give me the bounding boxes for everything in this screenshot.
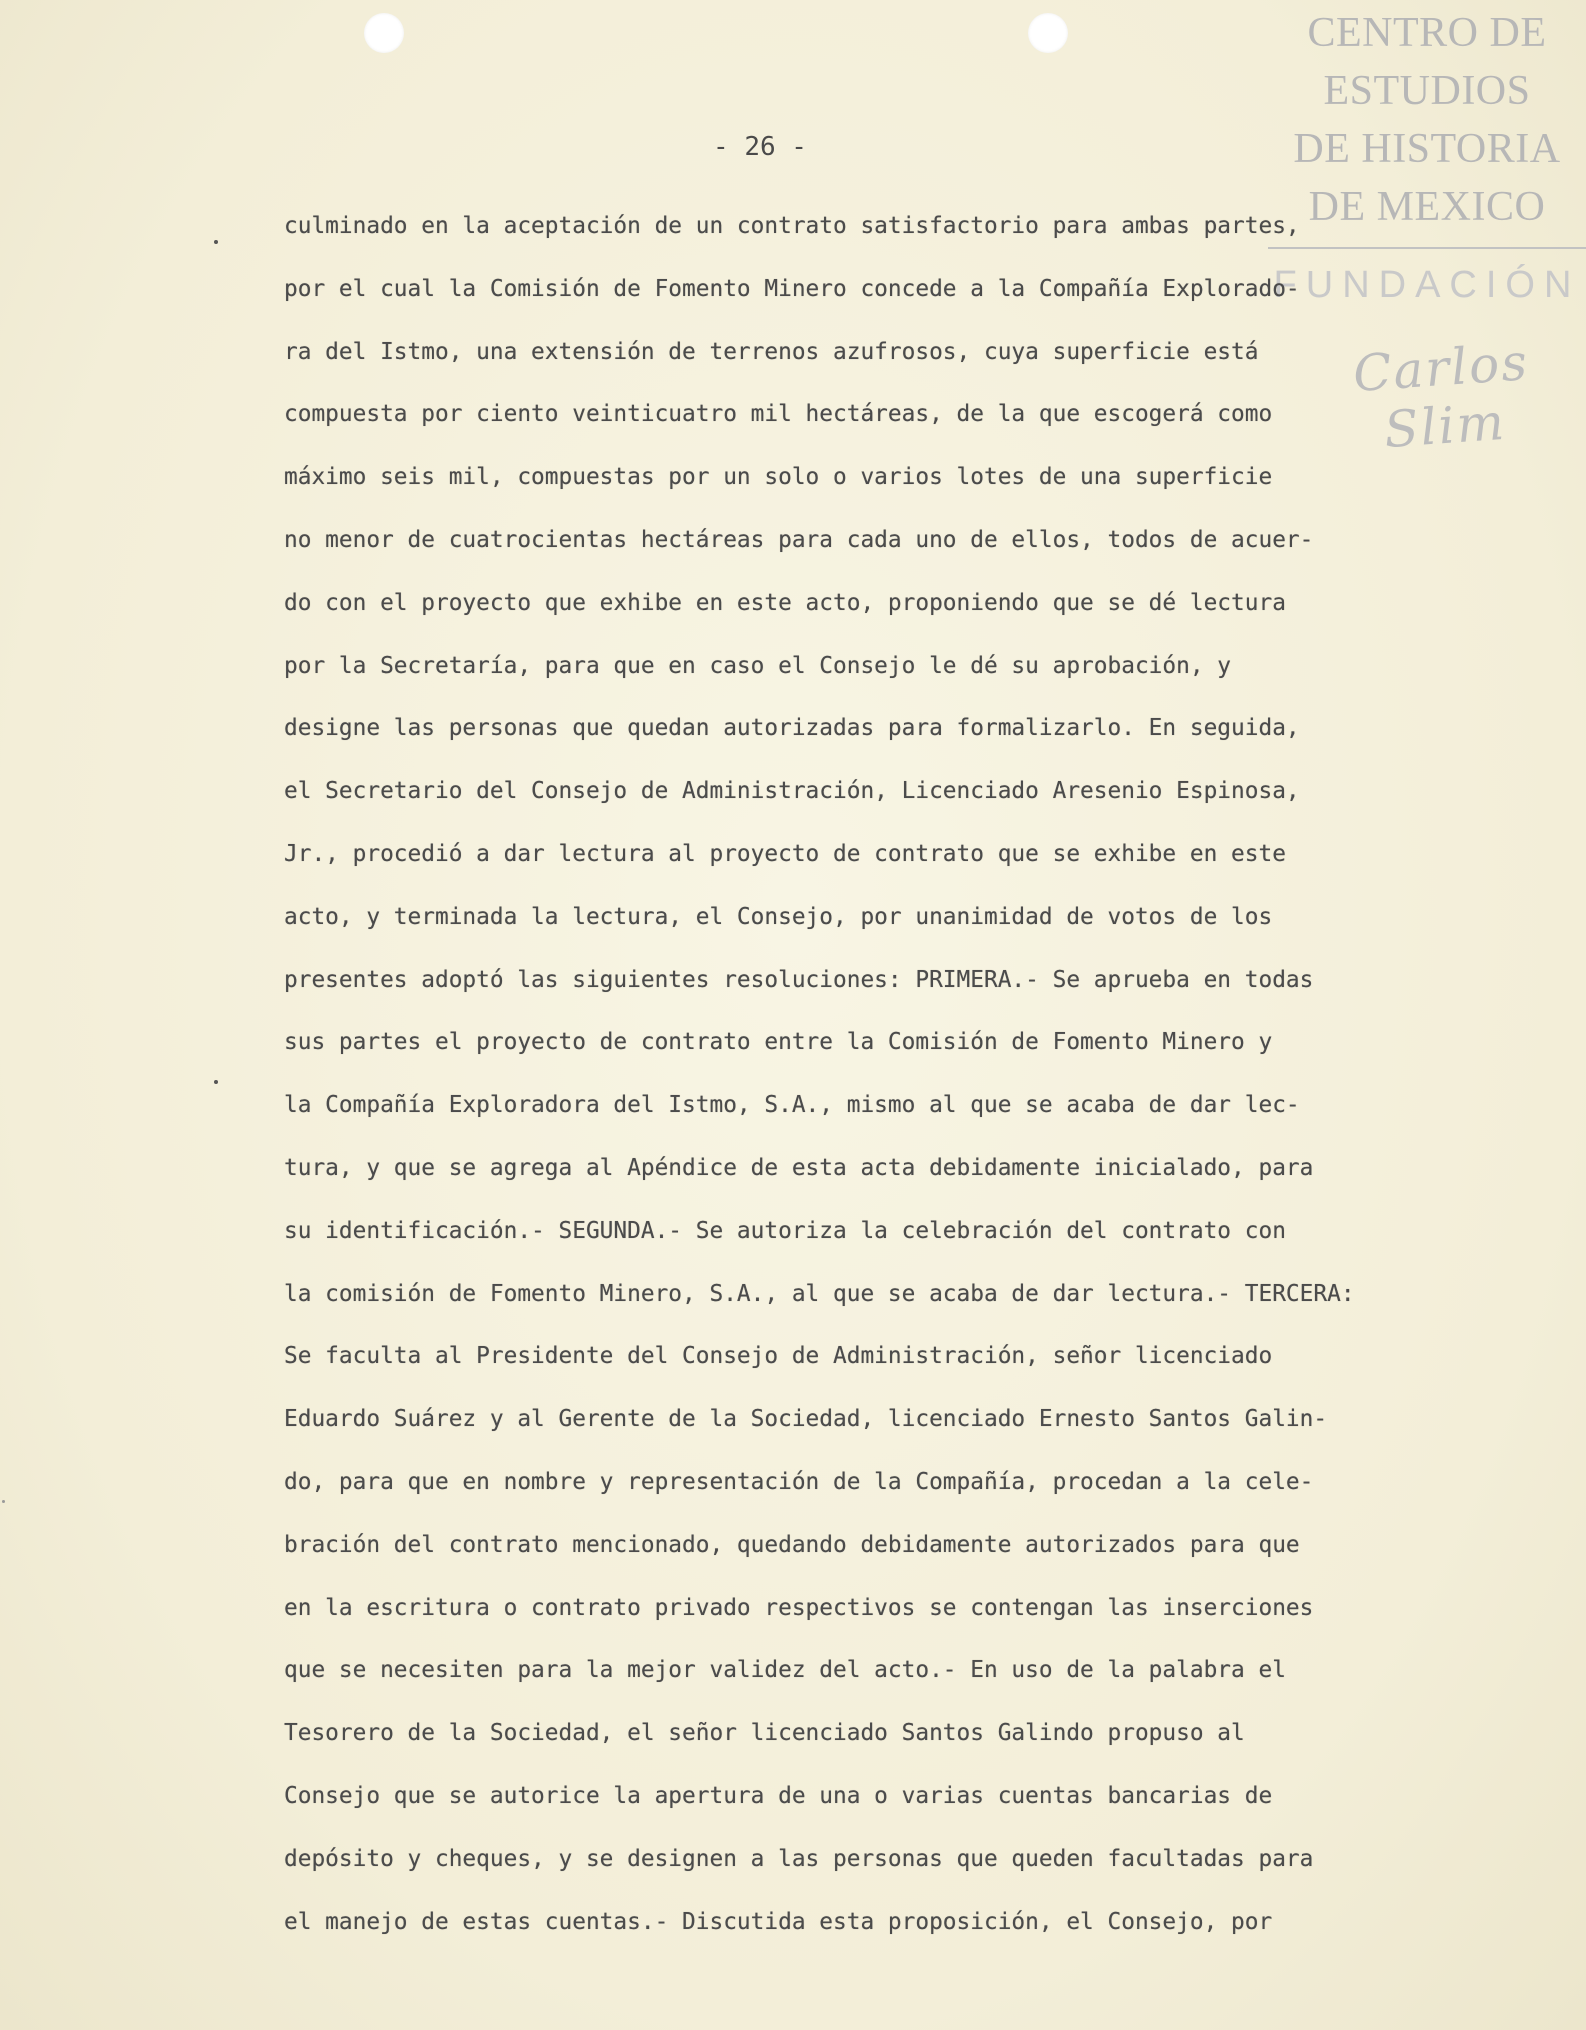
text-line: Se faculta al Presidente del Consejo de Administración, señor licenciado <box>284 1343 1273 1370</box>
text-line: do con el proyecto que exhibe en este acto, proponiendo que se dé lectura <box>284 589 1286 616</box>
text-line: acto, y terminada la lectura, el Consejo, por unanimidad de votos de los <box>284 903 1273 930</box>
text-line: Jr., procedió a dar lectura al proyecto de contrato que se exhibe en este <box>284 840 1286 867</box>
punch-hole <box>364 13 404 53</box>
text-line: designe las personas que quedan autorizadas para formalizarlo. En seguida, <box>284 715 1300 742</box>
text-line: su identificación.- SEGUNDA.- Se autoriza la celebración del contrato con <box>284 1217 1286 1244</box>
text-line: la comisión de Fomento Minero, S.A., al que se acaba de dar lectura.- TERCERA: <box>284 1280 1355 1307</box>
ink-speck <box>214 1080 218 1084</box>
page-number: - 26 - <box>713 132 807 162</box>
text-line: Consejo que se autorice la apertura de una o varias cuentas bancarias de <box>284 1782 1273 1809</box>
text-line: do, para que en nombre y representación de la Compañía, procedan a la cele- <box>284 1468 1314 1495</box>
text-line: compuesta por ciento veinticuatro mil hectáreas, de la que escogerá como <box>284 401 1273 428</box>
text-line: máximo seis mil, compuestas por un solo o varios lotes de una superficie <box>284 464 1273 491</box>
text-line: el Secretario del Consejo de Administración, Licenciado Aresenio Espinosa, <box>284 778 1300 805</box>
text-line: por el cual la Comisión de Fomento Minero concede a la Compañía Explorado- <box>284 275 1300 302</box>
watermark-line: ESTUDIOS <box>1323 68 1531 114</box>
ink-speck <box>214 240 218 244</box>
text-line: Eduardo Suárez y al Gerente de la Sociedad, licenciado Ernesto Santos Galin- <box>284 1406 1328 1433</box>
text-line: depósito y cheques, y se designen a las personas que queden facultadas para <box>284 1845 1314 1872</box>
text-line: no menor de cuatrocientas hectáreas para cada uno de ellos, todos de acuer- <box>284 526 1314 553</box>
text-line: el manejo de estas cuentas.- Discutida esta proposición, el Consejo, por <box>284 1908 1273 1935</box>
punch-hole <box>1028 13 1068 53</box>
text-line: presentes adoptó las siguientes resoluciones: PRIMERA.- Se aprueba en todas <box>284 966 1314 993</box>
watermark-line: DE MEXICO <box>1308 184 1546 230</box>
text-line: por la Secretaría, para que en caso el Consejo le dé su aprobación, y <box>284 652 1232 679</box>
text-line: que se necesiten para la mejor validez del acto.- En uso de la palabra el <box>284 1657 1286 1684</box>
text-line: bración del contrato mencionado, quedando debidamente autorizados para que <box>284 1531 1300 1558</box>
text-line: sus partes el proyecto de contrato entre la Comisión de Fomento Minero y <box>284 1029 1273 1056</box>
ink-speck <box>2 1500 5 1503</box>
text-line: en la escritura o contrato privado respectivos se contengan las inserciones <box>284 1594 1314 1621</box>
watermark-foundation: FUNDACIÓN <box>1273 264 1581 306</box>
text-line: la Compañía Exploradora del Istmo, S.A., mismo al que se acaba de dar lec- <box>284 1092 1300 1119</box>
text-line: tura, y que se agrega al Apéndice de esta acta debidamente inicialado, para <box>284 1154 1314 1181</box>
text-line: Tesorero de la Sociedad, el señor licenciado Santos Galindo propuso al <box>284 1720 1245 1747</box>
typewritten-body <box>284 195 1484 1953</box>
watermark-line: CENTRO DE <box>1307 10 1547 56</box>
watermark-line: DE HISTORIA <box>1293 126 1561 172</box>
watermark-signature: Carlos Slim <box>1351 333 1531 460</box>
text-line: ra del Istmo, una extensión de terrenos azufrosos, cuya superficie está <box>284 338 1259 365</box>
text-line: culminado en la aceptación de un contrato satisfactorio para ambas partes, <box>284 213 1300 239</box>
